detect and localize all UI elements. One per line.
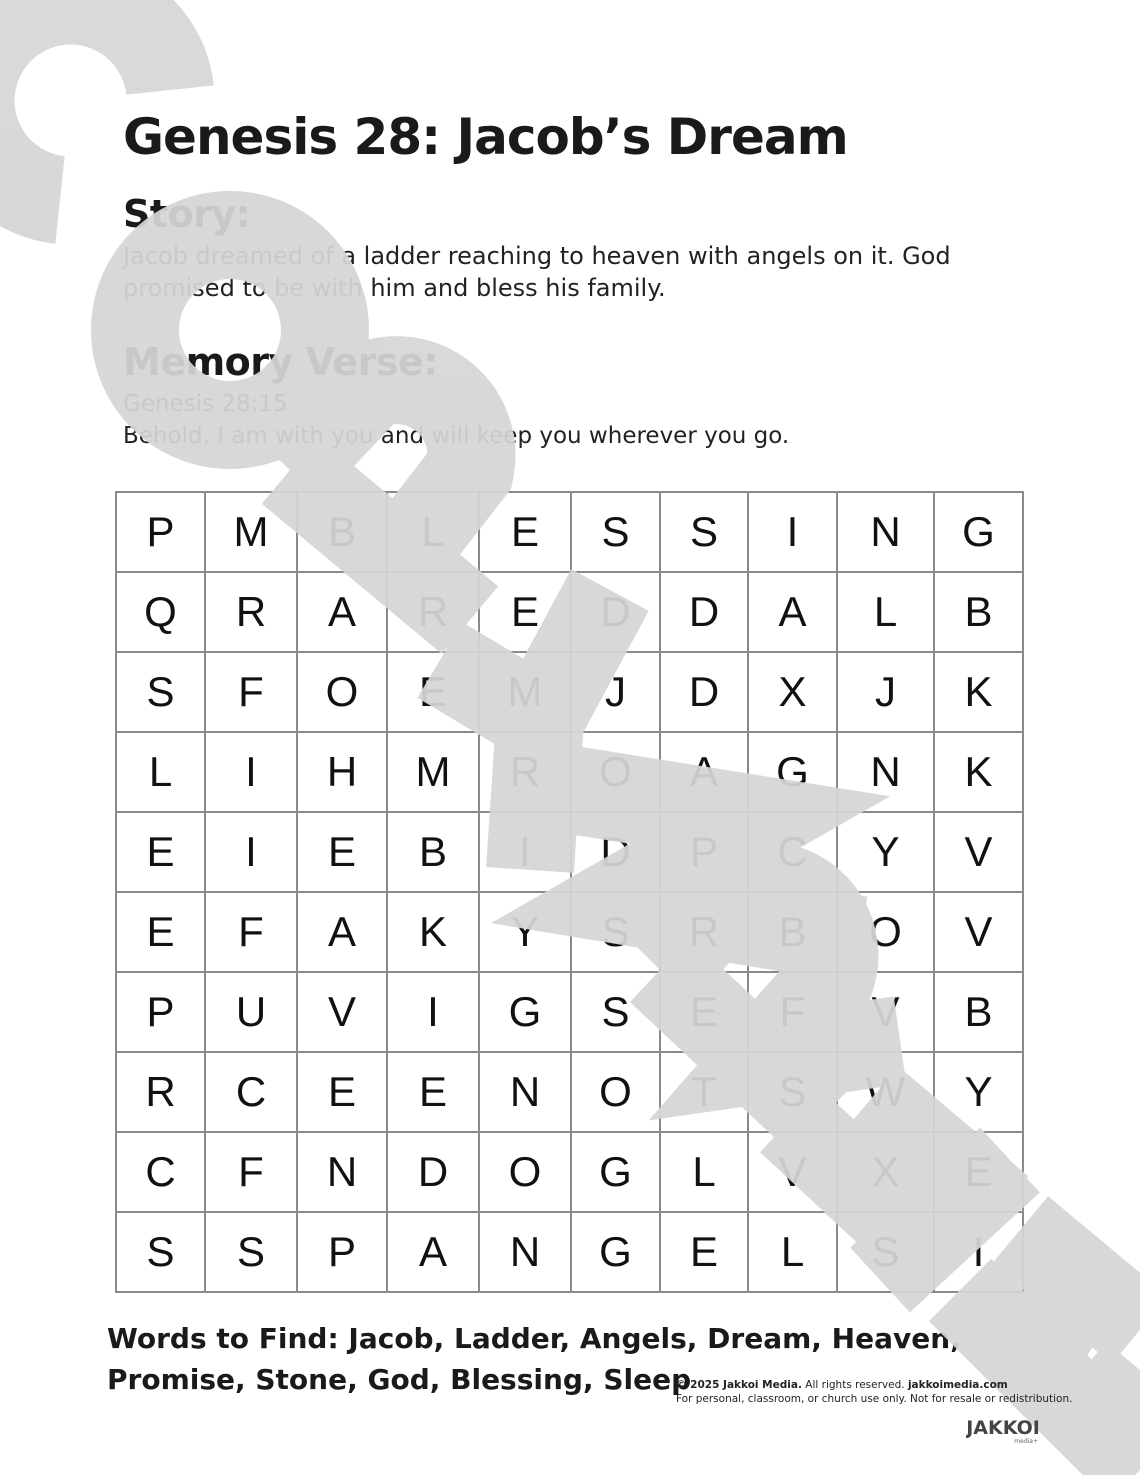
copyright-notice (676, 1378, 1072, 1406)
grid-cell: C (748, 812, 837, 892)
grid-cell: I (205, 732, 297, 812)
grid-cell: Y (934, 1052, 1023, 1132)
grid-cell: E (387, 1052, 479, 1132)
grid-row (116, 812, 1023, 892)
grid-cell: E (116, 812, 205, 892)
grid-cell: S (571, 892, 660, 972)
grid-cell: R (479, 732, 571, 812)
grid-cell: B (934, 972, 1023, 1052)
grid-cell: L (387, 492, 479, 572)
grid-cell: L (837, 572, 934, 652)
grid-cell: P (116, 972, 205, 1052)
grid-row (116, 492, 1023, 572)
grid-cell: G (571, 1212, 660, 1292)
grid-cell: K (934, 732, 1023, 812)
copyright-owner: © 2025 Jakkoi Media. (676, 1379, 802, 1391)
grid-cell: N (297, 1132, 387, 1212)
grid-cell: C (205, 1052, 297, 1132)
grid-cell: E (660, 972, 748, 1052)
page-title: Genesis 28: Jacob’s Dream (123, 108, 848, 166)
grid-cell: S (660, 492, 748, 572)
grid-cell: M (387, 732, 479, 812)
grid-cell: J (837, 652, 934, 732)
memory-verse-text: Behold, I am with you and will keep you wherever you go. (123, 423, 790, 449)
grid-cell: R (387, 572, 479, 652)
grid-cell: T (660, 1052, 748, 1132)
grid-cell: E (116, 892, 205, 972)
grid-cell: M (479, 652, 571, 732)
grid-cell: L (660, 1132, 748, 1212)
grid-cell: O (479, 1132, 571, 1212)
grid-row (116, 572, 1023, 652)
grid-cell: V (837, 972, 934, 1052)
grid-cell: N (479, 1212, 571, 1292)
grid-cell: I (748, 492, 837, 572)
grid-row (116, 1052, 1023, 1132)
grid-cell: G (748, 732, 837, 812)
grid-cell: E (297, 1052, 387, 1132)
grid-cell: V (748, 1132, 837, 1212)
grid-cell: D (387, 1132, 479, 1212)
grid-cell: K (387, 892, 479, 972)
grid-cell: S (571, 492, 660, 572)
grid-cell: O (837, 892, 934, 972)
grid-cell: E (479, 492, 571, 572)
word-search-grid (115, 491, 1024, 1293)
grid-cell: I (479, 812, 571, 892)
story-line: promised to be with him and bless his family. (123, 274, 666, 302)
grid-row (116, 1212, 1023, 1292)
copyright-site-link[interactable]: jakkoimedia.com (907, 1379, 1008, 1391)
grid-cell: X (837, 1132, 934, 1212)
grid-cell: W (837, 1052, 934, 1132)
grid-cell: S (116, 652, 205, 732)
grid-cell: I (934, 1212, 1023, 1292)
grid-cell: E (297, 812, 387, 892)
grid-cell: S (571, 972, 660, 1052)
grid-cell: A (297, 892, 387, 972)
grid-cell: E (479, 572, 571, 652)
grid-cell: V (934, 892, 1023, 972)
grid-cell: N (479, 1052, 571, 1132)
memory-verse-heading: Memory Verse: (123, 340, 438, 384)
grid-cell: E (387, 652, 479, 732)
grid-cell: G (571, 1132, 660, 1212)
grid-cell: S (116, 1212, 205, 1292)
grid-cell: I (205, 812, 297, 892)
grid-cell: N (837, 492, 934, 572)
grid-cell: V (934, 812, 1023, 892)
grid-cell: E (660, 1212, 748, 1292)
grid-cell: P (297, 1212, 387, 1292)
logo-subtext: media+ (1014, 1438, 1038, 1445)
grid-cell: A (660, 732, 748, 812)
grid-row (116, 732, 1023, 812)
watermark-letter-c (0, 1, 170, 200)
grid-cell: N (837, 732, 934, 812)
grid-cell: A (297, 572, 387, 652)
grid-cell: Y (837, 812, 934, 892)
jakkoi-logo (966, 1412, 1040, 1446)
grid-cell: H (297, 732, 387, 812)
story-heading: Story: (123, 192, 251, 236)
grid-cell: F (205, 652, 297, 732)
grid-cell: Y (479, 892, 571, 972)
grid-cell: S (205, 1212, 297, 1292)
grid-cell: L (116, 732, 205, 812)
grid-cell: P (660, 812, 748, 892)
grid-cell: B (934, 572, 1023, 652)
grid-cell: F (205, 1132, 297, 1212)
grid-row (116, 652, 1023, 732)
grid-cell: U (205, 972, 297, 1052)
grid-cell: O (297, 652, 387, 732)
grid-row (116, 1132, 1023, 1212)
grid-cell: V (297, 972, 387, 1052)
story-line: Jacob dreamed of a ladder reaching to heaven with angels on it. God (123, 242, 951, 270)
grid-cell: D (571, 572, 660, 652)
grid-cell: R (660, 892, 748, 972)
grid-row (116, 972, 1023, 1052)
grid-cell: S (748, 1052, 837, 1132)
memory-verse-reference: Genesis 28:15 (123, 391, 288, 417)
grid-cell: C (116, 1132, 205, 1212)
grid-cell: F (748, 972, 837, 1052)
words-to-find-line: Words to Find: Jacob, Ladder, Angels, Dream, Heaven, (107, 1322, 961, 1355)
grid-cell: E (934, 1132, 1023, 1212)
grid-cell: B (748, 892, 837, 972)
grid-cell: K (934, 652, 1023, 732)
grid-cell: G (479, 972, 571, 1052)
grid-cell: D (571, 812, 660, 892)
grid-cell: D (660, 652, 748, 732)
grid-cell: X (748, 652, 837, 732)
grid-cell: M (205, 492, 297, 572)
grid-cell: S (837, 1212, 934, 1292)
grid-row (116, 892, 1023, 972)
grid-cell: B (387, 812, 479, 892)
story-text (123, 240, 1023, 304)
words-to-find-line: Promise, Stone, God, Blessing, Sleep (107, 1363, 692, 1396)
grid-cell: D (660, 572, 748, 652)
grid-cell: P (116, 492, 205, 572)
grid-cell: F (205, 892, 297, 972)
grid-cell: O (571, 732, 660, 812)
grid-cell: J (571, 652, 660, 732)
copyright-usage: For personal, classroom, or church use only. Not for resale or redistribution. (676, 1393, 1073, 1405)
grid-cell: A (387, 1212, 479, 1292)
grid-cell: R (116, 1052, 205, 1132)
grid-cell: B (297, 492, 387, 572)
grid-cell: Q (116, 572, 205, 652)
grid-cell: G (934, 492, 1023, 572)
grid-cell: L (748, 1212, 837, 1292)
logo-text: JAKKOI (966, 1417, 1040, 1439)
copyright-rights: All rights reserved. (801, 1379, 908, 1391)
grid-cell: I (387, 972, 479, 1052)
grid-cell: O (571, 1052, 660, 1132)
grid-cell: A (748, 572, 837, 652)
grid-cell: R (205, 572, 297, 652)
